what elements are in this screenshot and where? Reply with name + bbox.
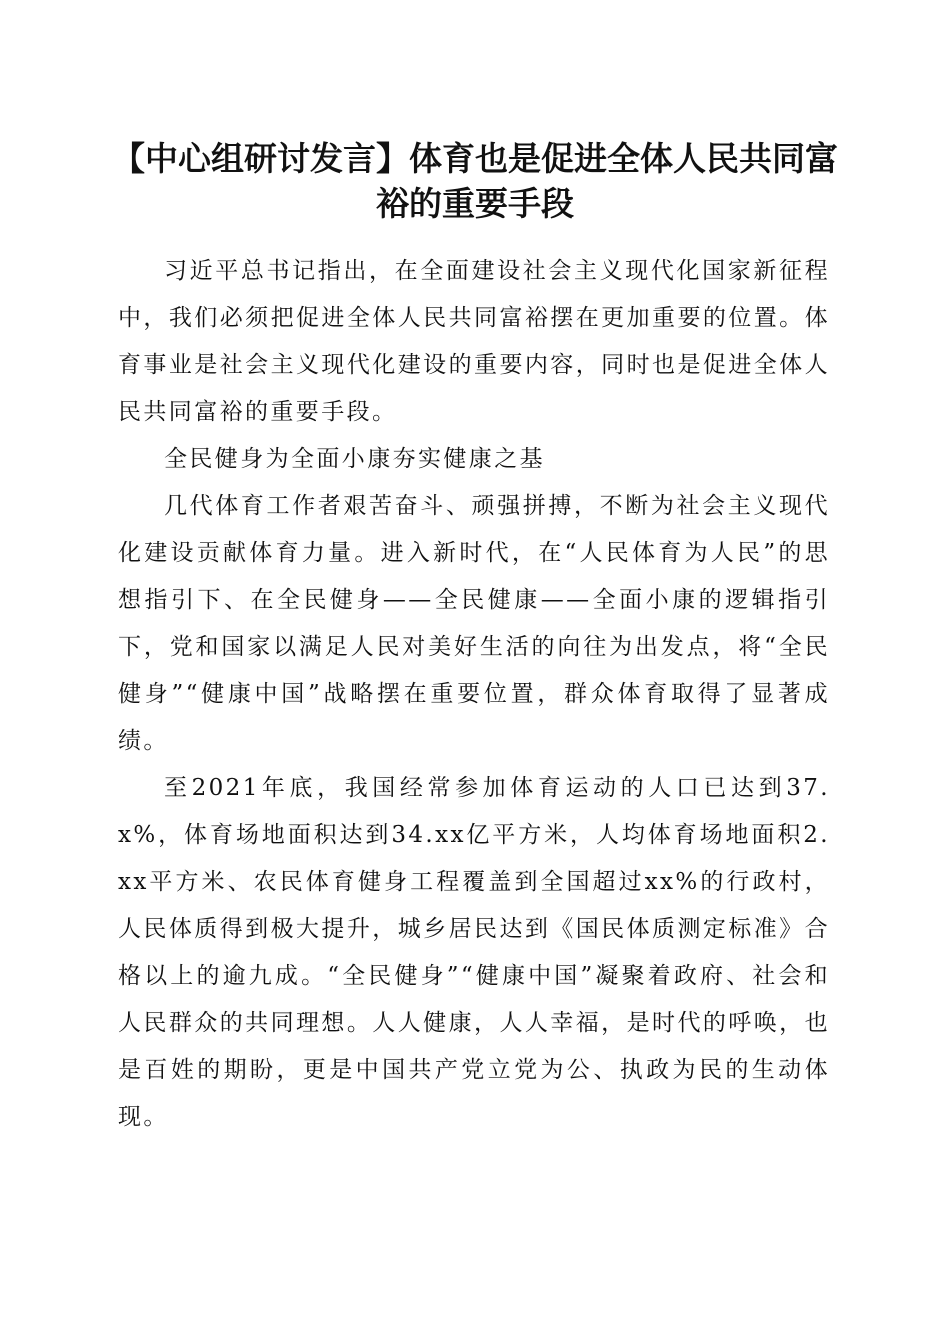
section-heading: 全民健身为全面小康夯实健康之基 (164, 446, 545, 472)
document-title: 【中心组研讨发言】体育也是促进全体人民共同富裕的重要手段 (112, 139, 838, 223)
paragraph-intro: 习近平总书记指出，在全面建设社会主义现代化国家新征程中，我们必须把促进全体人民共同富裕摆在更加重要的位置。体育事业是社会主义现代化建设的重要内容，同时也是促进全体人民共同富裕的重要手段。 (118, 258, 830, 425)
paragraph-history: 几代体育工作者艰苦奋斗、顽强拼搏，不断为社会主义现代化建设贡献体育力量。进入新时代，在“人民体育为人民”的思想指引下、在全民健身——全民健康——全面小康的逻辑指引下，党和国家以满足人民对美好生活的向往为出发点，将“全民健身”“健康中国”战略摆在重要位置，群众体育取得了显著成绩。 (118, 493, 830, 754)
document-body (118, 248, 830, 1141)
paragraph-statistics: 至2021年底，我国经常参加体育运动的人口已达到37.x%，体育场地面积达到34.xx亿平方米，人均体育场地面积2.xx平方米、农民体育健身工程覆盖到全国超过xx%的行政村，人民体质得到极大提升，城乡居民达到《国民体质测定标准》合格以上的逾九成。“全民健身”“健康中国”凝聚着政府、社会和人民群众的共同理想。人人健康，人人幸福，是时代的呼唤，也是百姓的期盼，更是中国共产党立党为公、执政为民的生动体现。 (118, 775, 830, 1130)
